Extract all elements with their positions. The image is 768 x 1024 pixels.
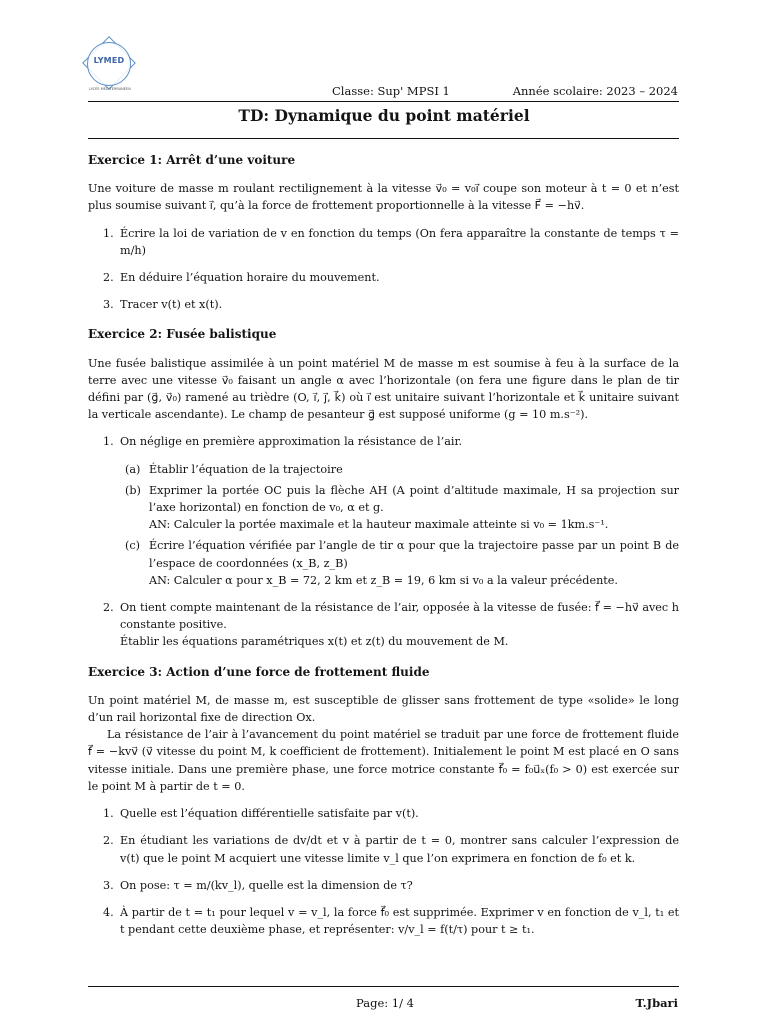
list-item: 1. Quelle est l’équation différentielle satisfaite par v(t). — [103, 807, 419, 821]
author-name: T.Jbari — [635, 996, 678, 1010]
logo-name: LYMED — [93, 56, 125, 65]
list-item: 4. À partir de t = t₁ pour lequel v = v_l, la force f⃗₀ est supprimée. Exprimer v en fonction de v_l, t₁ et t pendant cette deuxième phase, et représenter: v/v_l = f(t/τ) pour t ≥ t₁. — [103, 905, 679, 937]
list-item: 3. Tracer v(t) et x(t). — [103, 298, 223, 312]
sub-item-b: (b) Exprimer la portée OC puis la flèche AH (A point d’altitude maximale, H sa projection sur l’axe horizontal) en fonction de v₀, α et g. AN: Calculer la portée maximale et la hauteur maximale atteinte si v₀ = 1km.s⁻¹. — [125, 483, 679, 532]
list-item: 1. On néglige en première approximation la résistance de l’air. — [103, 435, 463, 449]
list-item: 2. En déduire l’équation horaire du mouvement. — [103, 271, 380, 285]
sub-item-c: (c) Écrire l’équation vérifiée par l’angle de tir α pour que la trajectoire passe par un point B de l’espace de coordonnées (x_B, z_B) AN: Calculer α pour x_B = 72, 2 km et z_B = 19, 6 km si v₀ a la valeur précédente. — [125, 539, 679, 587]
list-item: 3. On pose: τ = m/(kv_l), quelle est la dimension de τ? — [103, 878, 413, 892]
exercise-2-intro: Une fusée balistique assimilée à un point matériel M de masse m est soumise à feu à la surface de la terre avec une vitesse v⃗₀ faisant un angle α avec l’horizontale (on fera une figure dans le plan de tir défini par (g⃗, v⃗₀) ramené au trièdre (O, i⃗, j⃗, k⃗) où i⃗ est unitaire suivant l’horizontale et k⃗ unitaire suivant la verticale ascendante). Le champ de pesanteur g⃗ est supposé uniforme (g = 10 m.s⁻²). — [88, 356, 679, 422]
list-item: 1. Écrire la loi de variation de v en fonction du temps (On fera apparaître la constante de temps τ = m/h) — [103, 226, 679, 257]
exercise-1-intro: Une voiture de masse m roulant rectilignement à la vitesse v⃗₀ = v₀i⃗ coupe son moteur à t = 0 et n’est plus soumise suivant i⃗, qu’à la force de frottement proportionnelle à la vitesse F⃗ = −hv⃗. — [88, 182, 679, 213]
exercise-3-paragraph-2: La résistance de l’air à l’avancement du point matériel se traduit par une force de frottement fluide f⃗ = −kvv⃗ (v⃗ vitesse du point M, k coefficient de frottement). Initialement le point M est placé en O sans vitesse initiale. Dans une première phase, une force motrice constante f⃗₀ = f₀u⃗ₓ(f₀ > 0) est exercée sur le point M à partir de t = 0. — [88, 728, 679, 793]
exercise-2-heading: Exercice 2: Fusée balistique — [88, 327, 277, 342]
list-item: 2. En étudiant les variations de dv/dt et v à partir de t = 0, montrer sans calculer l’expression de v(t) que le point M acquiert une vitesse limite v_l que l’on exprimera en fonction de f₀ et k. — [103, 834, 679, 865]
logo-tagline: LYCÉE MÉDITERRANÉEN — [89, 87, 131, 91]
exercise-3-heading: Exercice 3: Action d’une force de frottement fluide — [88, 664, 430, 679]
exercise-3-paragraph-1: Un point matériel M, de masse m, est susceptible de glisser sans frottement de type «solide» le long d’un rail horizontal fixe de direction Ox. — [88, 693, 679, 725]
page-number: Page: 1/ 4 — [356, 996, 414, 1010]
sub-item-a: (a) Établir l’équation de la trajectoire — [125, 462, 343, 476]
school-logo — [87, 42, 133, 94]
class-label: Classe: Sup' MPSI 1 — [332, 84, 450, 98]
footer-rule — [88, 986, 679, 987]
exercise-1-heading: Exercice 1: Arrêt d’une voiture — [88, 153, 296, 167]
document-body — [88, 152, 679, 938]
page-title: TD: Dynamique du point matériel — [238, 106, 530, 125]
school-year-label: Année scolaire: 2023 – 2024 — [512, 84, 678, 98]
title-rule — [88, 138, 679, 139]
header-rule — [88, 101, 679, 102]
list-item: 2. On tient compte maintenant de la résistance de l’air, opposée à la vitesse de fusée: f⃗ = −hv⃗ avec h constante positive. Établir les équations paramétriques x(t) et z(t) du mouvement de M. — [103, 601, 679, 649]
